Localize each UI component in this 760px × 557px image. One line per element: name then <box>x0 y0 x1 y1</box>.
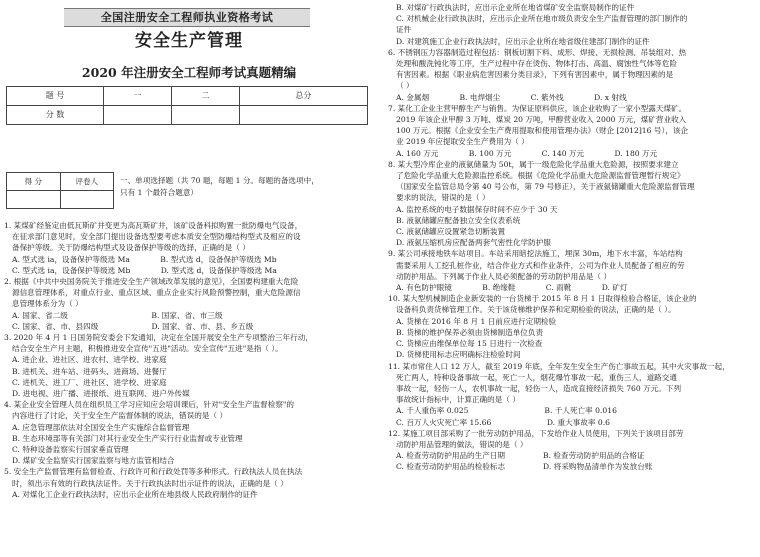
option-line: B. 进机关、进车站、进码头、进商场、进餐厅 <box>12 366 167 376</box>
question-line: 内容进行了讨论，关于安全生产监督体制的说法，错误的是（ ） <box>12 411 228 421</box>
question-line: 设备科负责货梯管理工作。关于该货梯维护保养和定期检验的说法，正确的是（ ）。 <box>396 305 676 315</box>
option-line: C. 检查劳动防护用品的检验标志 D. 将采购物品清单作为发放台账 <box>396 462 653 472</box>
option-line: A. 进企业、进社区、进农村、进学校、进家庭 <box>12 355 167 365</box>
question-line: 事故统计指标中，计算正确的是（ ） <box>396 395 520 405</box>
option-line: A. 金属烟 B. 电焊烟尘 C. 紫外线 D. x 射线 <box>396 92 627 102</box>
score-label: 得 分 <box>7 173 61 191</box>
right-questions <box>388 2 754 473</box>
question-line: 动防护用品。下列属于作业人员必须配备的劳动防护用品是（ ） <box>396 271 612 281</box>
question-line: （ ） <box>396 81 414 91</box>
question-line: 1. 某煤矿经鉴定由低瓦斯矿井变更为高瓦斯矿井，该矿设备科拟购置一批防爆电气设备， <box>4 221 303 230</box>
score-table <box>6 86 368 125</box>
question-line: 6. 不锈钢压力容器制造过程包括：钢板切割下料、成形、焊接、无损检测、吊装组对、热 <box>388 47 687 57</box>
option-line: A. 国家、省二级 B. 国家、省、市三级 <box>12 310 223 320</box>
exam-banner: 全国注册安全工程师执业资格考试 <box>64 8 310 27</box>
question-line: 息管理体系分为（ ） <box>12 299 83 309</box>
question-line: （国家安全监管总局令第 40 号公布，第 79 号修正），关于液氨储罐重大危险源监督管理 <box>396 182 695 192</box>
question-line: 死亡两人，特种设备事故一起，死亡一人，烟花爆竹事故一起，重伤三人，道路交通 <box>396 372 677 382</box>
section-heading <box>120 175 370 198</box>
grader-label: 评卷人 <box>60 173 114 191</box>
score-cell <box>171 106 239 125</box>
option-line: C. 对机械企业行政执法时，应出示企业所在地市级负责安全生产监督管理的部门制作的 <box>396 14 688 24</box>
score-cell: 总分 <box>239 87 367 106</box>
score-cell <box>239 106 367 125</box>
question-line: 业 2019 年应提取安全生产费用为（ ） <box>396 137 529 147</box>
question-line: 需要采用人工挖孔桩作业，结合作业方式和作业条件，公司为作业人员配备了相应的劳 <box>396 260 685 270</box>
grader-blank <box>60 191 114 209</box>
score-blank <box>7 191 61 209</box>
option-line: A. 型式选 ia，设备保护等级选 Ma B. 型式选 d，设备保护等级选 Mb <box>12 254 277 264</box>
question-line: 备保护等级。关于防爆结构型式及设备保护等级的选择，正确的是（ ） <box>12 243 250 253</box>
question-line: 2. 根据《中共中央国务院关于推进安全生产领域改革发展的意见》，全国要构建重大危险 <box>4 277 299 287</box>
subject-title: 安全生产管理 <box>135 31 243 51</box>
paper-title: 2020 年注册安全工程师考试真题精编 <box>81 65 297 80</box>
option-line: C. 百万人火灾死亡率 15.66 D. 重大事故率 0.6 <box>396 417 610 427</box>
option-line: B. 对煤矿行政执法时，应出示企业所在地省煤矿安全监察局制作的证件 <box>396 3 635 12</box>
option-line: D. 货梯使用标志应明确标注检验时间 <box>396 350 521 360</box>
question-line: 源信息管理体系，对重点行业、重点区域、重点企业实行风险预警控制，重大危险源信 <box>12 288 301 298</box>
question-line: 10. 某大型机械制造企业新安装的一台货梯于 2015 年 8 月 1 日取得检验合格证，该企业的 <box>388 294 697 304</box>
option-line: D. 对建筑施工企业行政执法时，应出示企业所在地省级住建部门制作的证件 <box>396 36 650 46</box>
question-line: 动防护用品管理的做法，错误的是（ ） <box>396 439 528 449</box>
score-cell: 一 <box>104 87 172 106</box>
question-line: 在征求部门意见时，安全部门提出设备选型要考虑本质安全型防爆结构型式及相应的设 <box>12 232 301 242</box>
question-line: 11. 某市常住人口 12 万人，截至 2019 年底，全年发生安全生产伤亡事故五起，其中火灾事故一起， <box>388 361 730 371</box>
option-line: C. 液氨储罐应设置紧急切断装置 <box>396 227 506 237</box>
option-line: C. 特种设备监察实行国家垂直管理 <box>12 445 129 455</box>
question-line: 2019 年该企业甲醇 3 万吨、煤炭 20 万吨，甲醇营业收入 2000 万元，煤矿营业收入 <box>396 115 687 125</box>
option-line: A. 应急管理部依法对全国安全生产实施综合监督管理 <box>12 422 190 432</box>
section-heading-line: 一、单项选择题（共 70 题，每题 1 分。每题的备选项中， <box>120 176 319 185</box>
option-line: D. 进电视、进广播、进报纸、进互联网、进户外传媒 <box>12 389 190 399</box>
option-line: C. 货梯应由维保单位每 15 日进行一次检查 <box>396 339 543 349</box>
left-questions <box>4 220 372 500</box>
option-line: D. 液氨压缩机房应配备两套气密性化学防护服 <box>396 238 551 248</box>
question-line: 9. 某公司承接地铁车站项目。车站采用暗挖法施工，埋深 30m，地下水丰富，车站结构 <box>388 249 683 259</box>
question-line: 12. 某施工项目部采购了一批劳动防护用品，下发给作业人员使用，下列关于该项目部劳 <box>388 428 684 438</box>
question-line: 100 万元。根据《企业安全生产费用提取和使用管理办法》（财企 [2012]16 号），该企 <box>396 126 689 136</box>
score-cell: 题 号 <box>7 87 104 106</box>
option-line: C. 国家、省、市、县四级 D. 国家、省、市、县、乡五级 <box>12 321 254 331</box>
question-line: 要求的说法，错误的是（ ） <box>396 193 490 203</box>
question-line: 时，须出示有效的行政执法证件。关于行政执法时出示证件的说法，正确的是（ ） <box>12 478 288 488</box>
question-line: 4. 某企业安全管理人员在组织员工学习应知应会培训课后，针对"安全生产监督检察"的 <box>4 400 295 410</box>
question-line: 7. 某化工企业主营甲醇生产与销售。为保证原料供应，该企业收购了一家小型露天煤矿。 <box>388 103 687 113</box>
score-table-header-row <box>7 87 368 106</box>
question-line: 了危险化学品重大危险源监控系统。根据《危险化学品重大危险源监督管理暂行规定》 <box>396 171 685 181</box>
option-line: A. 160 万元 B. 100 万元 C. 140 万元 D. 180 万元 <box>396 148 658 158</box>
option-line: C. 型式选 ia，设备保护等级选 Mb D. 型式选 d，设备保护等级选 Ma <box>12 265 277 275</box>
question-line: 5. 安全生产监督管理有监督检查、行政许可和行政处罚等多种形式。行政执法人员在执法 <box>4 467 303 477</box>
option-line: B. 液氨储罐应配备独立安全仪表系统 <box>396 215 521 225</box>
score-cell: 二 <box>171 87 239 106</box>
option-line: A. 监控系统的电子数据保存时间不应少于 30 天 <box>396 204 558 214</box>
option-line: C. 进机关、进工厂、进社区、进学校、进家庭 <box>12 377 167 387</box>
question-line: 结合安全生产月主题，积极推进安全宣传"五进"活动。安全宣传"五进"是指（ ）。 <box>12 344 283 354</box>
question-line: 3. 2020 年 4 月 1 日国务院安委会下发通知，决定在全国开展安全生产专项整治三年行动， <box>4 333 313 343</box>
section-heading-line: 只有 1 个最符合题意） <box>120 187 199 197</box>
option-line: B. 生态环境部等有关部门对其行业安全生产实行行业监督或专业管理 <box>12 433 243 443</box>
option-line: A. 检查劳动防护用品的生产日期 B. 检查劳动防护用品的合格证 <box>396 451 645 461</box>
option-line: A. 货梯在 2016 年 8 月 1 日前应进行定期检验 <box>396 316 557 326</box>
option-line: A. 有色防护眼镜 B. 绝缘鞋 C. 雨靴 D. 矿灯 <box>396 283 628 293</box>
option-line: A. 千人重伤率 0.025 B. 千人死亡率 0.016 <box>396 406 617 416</box>
question-line: 处理和酸洗钝化等工序，生产过程中存在烫伤、物体打击、高温、腐蚀性气体等危险 <box>396 59 677 69</box>
score-cell <box>104 106 172 125</box>
score-cell: 分 数 <box>7 106 104 125</box>
question-line: 事故一起，轻伤一人，农机事故一起，轻伤一人，造成直接经济损失 760 万元。下列 <box>396 383 682 393</box>
score-table-value-row <box>7 106 368 125</box>
option-line: B. 货梯的维护保养必须由货梯制造单位负责 <box>396 327 544 337</box>
question-line: 有害因素。根据《职业病危害因素分类目录》，下列有害因素中，属于物理因素的是 <box>396 70 674 80</box>
question-line: 8. 某大型冷库企业的液氨储量为 50t，属于一级危险化学品重大危险源，按照要求建立 <box>388 159 679 169</box>
option-line: 证件 <box>396 25 412 35</box>
option-line: A. 对煤化工企业行政执法时，应出示企业所在地县级人民政府制作的证件 <box>12 489 258 499</box>
option-line: D. 煤矿安全监察实行国家监察与地方监管相结合 <box>12 456 175 466</box>
scorer-table <box>6 172 114 209</box>
